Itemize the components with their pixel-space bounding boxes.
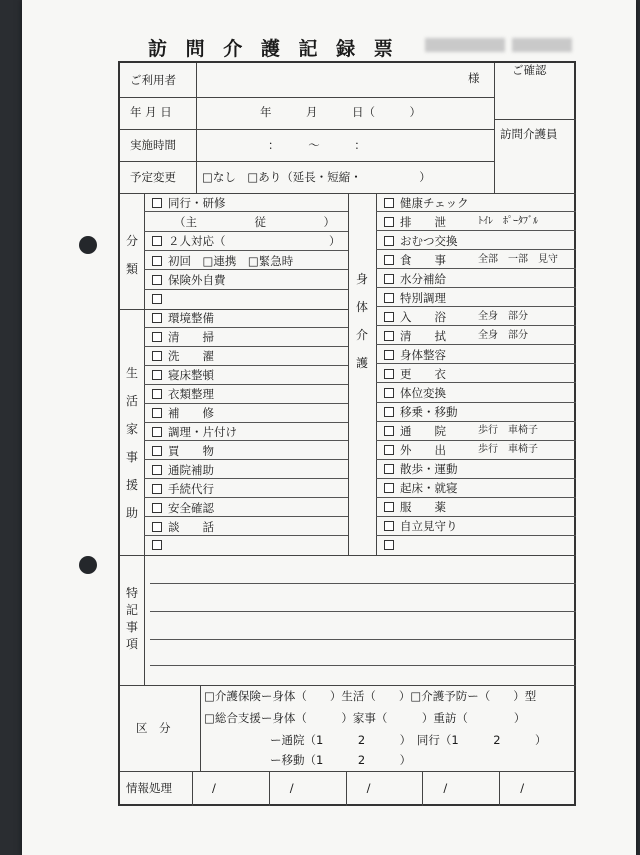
shintai-checkbox[interactable] <box>384 445 394 455</box>
joho-slash: / <box>289 781 294 795</box>
seikatsu-row <box>144 423 348 442</box>
shintai-label: おむつ交換 <box>400 233 458 248</box>
shintai-checkbox[interactable] <box>384 331 394 341</box>
kubun-line1: □介護保険ー身体（ ）生活（ ）□介護予防ー（ ）型 <box>204 689 537 703</box>
shintai-label: 入 浴 <box>400 309 446 324</box>
change-value: □なし □あり（延長・短縮・ ） <box>202 170 431 184</box>
shintai-label: 散歩・運動 <box>400 462 458 477</box>
time-label: 実施時間 <box>130 138 176 152</box>
time-value: ： 〜 ： <box>268 138 366 152</box>
seikatsu-label: 洗 濯 <box>168 349 214 364</box>
seikatsu-checkbox[interactable] <box>152 408 162 418</box>
punch-hole <box>79 556 97 574</box>
seikatsu-row <box>144 309 348 328</box>
shintai-row <box>376 422 576 441</box>
shintai-row <box>376 288 576 307</box>
seikatsu-checkbox[interactable] <box>152 465 162 475</box>
shintai-option: 歩行 車椅子 <box>478 444 538 456</box>
shintai-row <box>376 364 576 383</box>
kubun-line3: ー通院（1 2 ） 同行（1 2 ） <box>270 733 547 747</box>
shintai-row <box>376 536 576 555</box>
seikatsu-checkbox[interactable] <box>152 370 162 380</box>
joho-slash: / <box>520 781 525 795</box>
seikatsu-row <box>144 328 348 347</box>
bunrui-row <box>144 212 348 231</box>
seikatsu-checkbox[interactable] <box>152 522 162 532</box>
shintai-option: ﾄｲﾚ ﾎﾟｰﾀﾌﾞﾙ <box>478 215 538 227</box>
shintai-checkbox[interactable] <box>384 255 394 265</box>
seikatsu-checkbox[interactable] <box>152 540 162 550</box>
bunrui-checkbox[interactable] <box>152 236 162 246</box>
shintai-row <box>376 498 576 517</box>
shintai-label: 健康チェック <box>400 195 469 210</box>
seikatsu-checkbox[interactable] <box>152 389 162 399</box>
shintai-row <box>376 269 576 288</box>
shintai-checkbox[interactable] <box>384 274 394 284</box>
shintai-label: 移乗・移動 <box>400 405 458 420</box>
bunrui-row <box>144 290 348 309</box>
shintai-label: 通 院 <box>400 424 446 439</box>
joho-slash: / <box>443 781 448 795</box>
shintai-checkbox[interactable] <box>384 293 394 303</box>
record-form <box>118 61 576 806</box>
shintai-row <box>376 193 576 212</box>
seikatsu-checkbox[interactable] <box>152 313 162 323</box>
shintai-option: 全部 一部 見守 <box>478 253 558 265</box>
shintai-option: 歩行 車椅子 <box>478 425 538 437</box>
kubun-line4: ー移動（1 2 ） <box>270 753 412 767</box>
bunrui-label: ２人対応（ ） <box>168 234 341 249</box>
shintai-checkbox[interactable] <box>384 369 394 379</box>
shintai-checkbox[interactable] <box>384 426 394 436</box>
shintai-label: 水分補給 <box>400 271 446 286</box>
shintai-checkbox[interactable] <box>384 350 394 360</box>
shintai-option: 全身 部分 <box>478 329 528 341</box>
seikatsu-row <box>144 479 348 498</box>
seikatsu-checkbox[interactable] <box>152 503 162 513</box>
shintai-checkbox[interactable] <box>384 388 394 398</box>
punch-hole <box>79 236 97 254</box>
shintai-row <box>376 307 576 326</box>
shintai-checkbox[interactable] <box>384 521 394 531</box>
seikatsu-row <box>144 347 348 366</box>
shintai-checkbox[interactable] <box>384 502 394 512</box>
change-label: 予定変更 <box>130 170 176 184</box>
seikatsu-checkbox[interactable] <box>152 351 162 361</box>
shintai-label: 特別調理 <box>400 290 446 305</box>
shintai-label: 自立見守り <box>400 519 458 534</box>
joho-cell[interactable] <box>346 771 423 806</box>
shintai-checkbox[interactable] <box>384 464 394 474</box>
shintai-label: 体位変換 <box>400 386 446 401</box>
redacted-text <box>425 38 505 52</box>
bunrui-label: 保険外自費 <box>168 272 226 287</box>
bunrui-checkbox[interactable] <box>152 275 162 285</box>
bunrui-label: 分類 <box>125 234 138 276</box>
shintai-checkbox[interactable] <box>384 407 394 417</box>
seikatsu-row <box>144 460 348 479</box>
shintai-row <box>376 403 576 422</box>
date-label: 年 月 日 <box>130 105 172 119</box>
shintai-checkbox[interactable] <box>384 198 394 208</box>
shintai-row <box>376 326 576 345</box>
seikatsu-checkbox[interactable] <box>152 332 162 342</box>
seikatsu-row <box>144 385 348 404</box>
bunrui-checkbox[interactable] <box>152 256 162 266</box>
joho-slash: / <box>212 781 216 795</box>
shintai-checkbox[interactable] <box>384 236 394 246</box>
shintai-row <box>376 212 576 231</box>
kubun-label: 区 分 <box>136 721 171 735</box>
seikatsu-row <box>144 441 348 460</box>
shintai-row <box>376 250 576 269</box>
seikatsu-label: 談 話 <box>168 519 214 534</box>
bunrui-checkbox[interactable] <box>152 198 162 208</box>
seikatsu-checkbox[interactable] <box>152 427 162 437</box>
shintai-label: 服 薬 <box>400 500 446 515</box>
redacted-text <box>512 38 572 52</box>
bunrui-row <box>144 270 348 289</box>
shintai-checkbox[interactable] <box>384 483 394 493</box>
seikatsu-label: 寝床整頓 <box>168 368 214 383</box>
bunrui-row <box>144 251 348 270</box>
shintai-label: 身体介護 <box>355 272 368 370</box>
joho-cell[interactable] <box>422 771 499 806</box>
shintai-row <box>376 460 576 479</box>
joho-cells <box>192 771 576 806</box>
shintai-row <box>376 479 576 498</box>
seikatsu-label: 買 物 <box>168 443 214 458</box>
user-label: ご利用者 <box>130 73 176 87</box>
joho-cell[interactable] <box>269 771 346 806</box>
confirm-label: ご確認 <box>512 63 547 77</box>
carer-label: 訪問介護員 <box>500 127 558 141</box>
shintai-row <box>376 231 576 250</box>
shintai-label: 食 事 <box>400 252 446 267</box>
shintai-row <box>376 384 576 403</box>
shintai-row <box>376 441 576 460</box>
seikatsu-label: 通院補助 <box>168 462 214 477</box>
shintai-checkbox[interactable] <box>384 312 394 322</box>
bunrui-label: 同行・研修 <box>168 195 226 210</box>
notes-label: 特記事項 <box>125 586 138 651</box>
shintai-label: 排 泄 <box>400 214 446 229</box>
bunrui-row <box>144 232 348 251</box>
form-title: 訪 問 介 護 記 録 票 <box>148 38 399 60</box>
bunrui-row <box>144 193 348 212</box>
shintai-label: 清 拭 <box>400 328 446 343</box>
shintai-label: 外 出 <box>400 443 446 458</box>
joho-slash: / <box>366 781 371 795</box>
joho-cell[interactable] <box>192 771 269 806</box>
seikatsu-row <box>144 366 348 385</box>
seikatsu-label: 補 修 <box>168 406 214 421</box>
seikatsu-row <box>144 498 348 517</box>
seikatsu-label: 安全確認 <box>168 500 214 515</box>
shintai-option: 全身 部分 <box>478 310 528 322</box>
joho-label: 情報処理 <box>126 781 172 795</box>
seikatsu-label: 清 掃 <box>168 330 214 345</box>
seikatsu-label: 生活家事援助 <box>125 366 138 520</box>
notes-area[interactable] <box>120 555 576 685</box>
seikatsu-checkbox[interactable] <box>152 484 162 494</box>
shintai-label: 更 衣 <box>400 366 446 381</box>
seikatsu-row <box>144 404 348 423</box>
shintai-row <box>376 345 576 364</box>
seikatsu-label: 環境整備 <box>168 311 214 326</box>
date-value: 年 月 日（ ） <box>260 105 421 119</box>
joho-cell[interactable] <box>499 771 576 806</box>
seikatsu-label: 手続代行 <box>168 481 214 496</box>
shintai-row <box>376 517 576 536</box>
bunrui-checkbox[interactable] <box>152 294 162 304</box>
seikatsu-label: 調理・片付け <box>168 424 237 439</box>
seikatsu-checkbox[interactable] <box>152 446 162 456</box>
shintai-label: 身体整容 <box>400 347 446 362</box>
shintai-checkbox[interactable] <box>384 540 394 550</box>
kubun-line2: □総合支援ー身体（ ）家事（ ）重訪（ ） <box>204 711 526 725</box>
bunrui-label: （主 従 ） <box>174 214 335 229</box>
seikatsu-row <box>144 536 348 555</box>
bunrui-label: 初回 □連携 □緊急時 <box>168 253 294 268</box>
seikatsu-row <box>144 517 348 536</box>
seikatsu-label: 衣類整理 <box>168 387 214 402</box>
shintai-label: 起床・就寝 <box>400 481 458 496</box>
sama-label: 様 <box>468 71 480 85</box>
shintai-checkbox[interactable] <box>384 217 394 227</box>
